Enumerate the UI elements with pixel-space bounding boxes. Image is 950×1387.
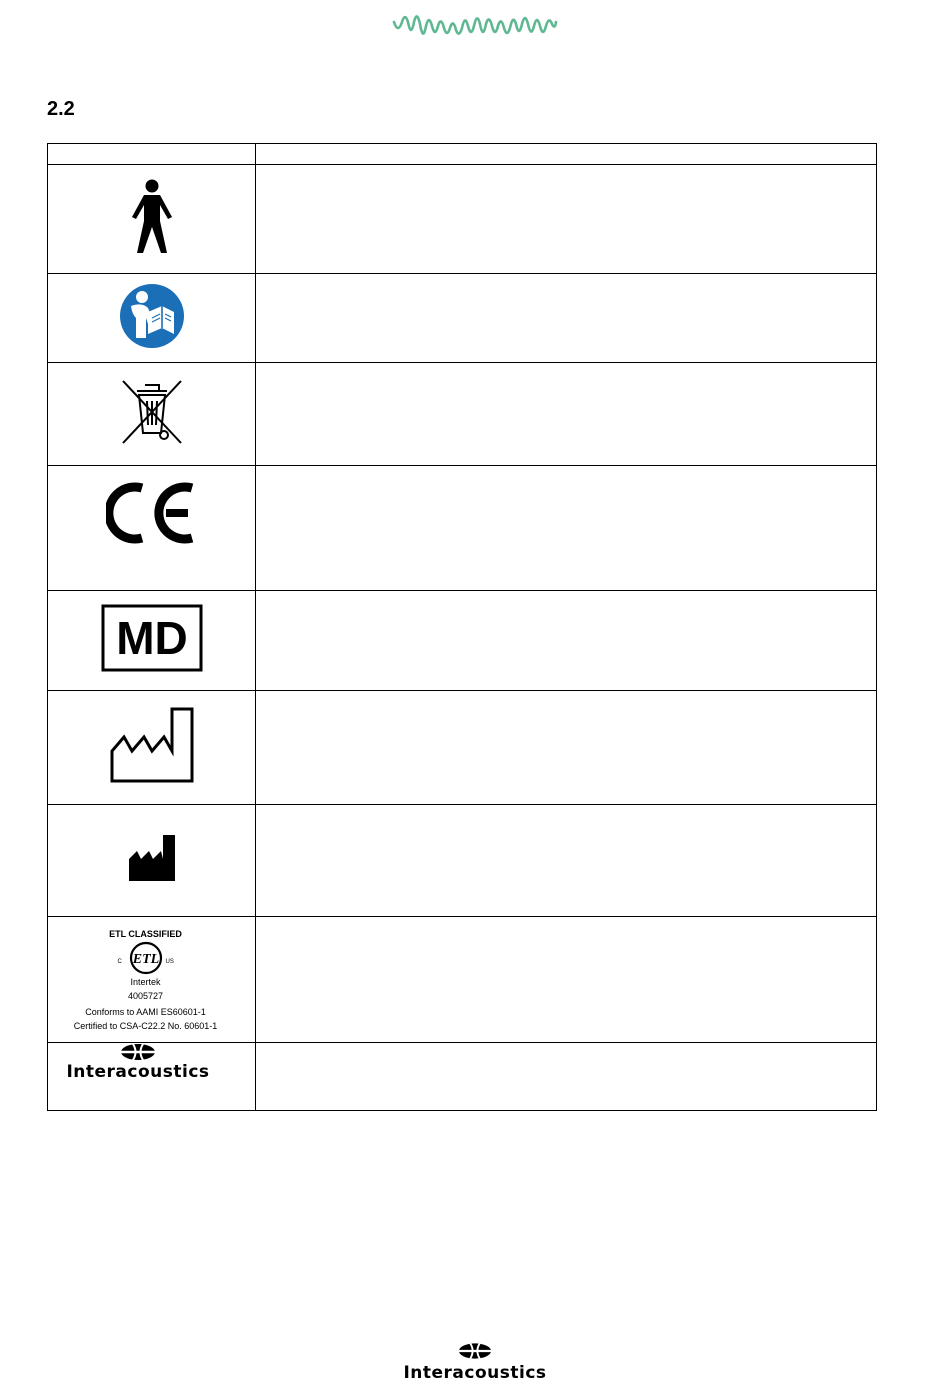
symbol-cell [48, 165, 256, 274]
etl-brand: Intertek [130, 976, 161, 987]
description-cell [256, 805, 877, 917]
interacoustics-logo-icon [56, 1043, 220, 1082]
description-cell [256, 274, 877, 363]
symbols-table [47, 143, 877, 1111]
description-cell [256, 917, 877, 1043]
weee-crossed-bin-icon [117, 377, 187, 447]
footer-emblem-icon [457, 1342, 493, 1360]
table-row [48, 466, 877, 591]
symbol-cell [48, 591, 256, 691]
description-cell [256, 466, 877, 591]
type-b-applied-part-icon [127, 179, 177, 255]
footer-logo [398, 1342, 552, 1383]
symbol-cell [48, 274, 256, 363]
table-row [48, 274, 877, 363]
table-header-row [48, 144, 877, 165]
description-cell [256, 691, 877, 805]
interacoustics-emblem-icon [119, 1043, 157, 1061]
description-cell [256, 363, 877, 466]
etl-circle-icon [128, 941, 164, 975]
etl-c-label: C [117, 958, 122, 965]
ce-mark-icon [106, 480, 198, 546]
symbol-cell [48, 805, 256, 917]
table-row [48, 691, 877, 805]
symbol-cell [48, 363, 256, 466]
section-number: 2.2 [47, 98, 75, 120]
symbol-cell [48, 917, 256, 1043]
manufacturer-filled-icon [127, 833, 177, 883]
etl-title: ETL CLASSIFIED [109, 928, 182, 939]
table-row [48, 917, 877, 1043]
waveform-logo-icon [392, 8, 558, 44]
etl-line2: Certified to CSA-C22.2 No. 60601-1 [73, 1020, 218, 1031]
etl-listed-mark-icon [36, 927, 255, 1033]
symbol-cell [48, 691, 256, 805]
interacoustics-word: Interacoustics [66, 1062, 210, 1082]
symbol-cell [48, 466, 256, 591]
symbol-cell [48, 1043, 256, 1111]
table-row [48, 165, 877, 274]
table-row [48, 363, 877, 466]
etl-us-label: US [165, 958, 174, 965]
etl-number: 4005727 [127, 990, 164, 1001]
header-cell-symbol [48, 144, 256, 165]
manufacturer-outline-icon [110, 707, 194, 783]
svg-text:MD: MD [115, 612, 188, 664]
table-row [48, 591, 877, 691]
table-row [48, 805, 877, 917]
description-cell [256, 1043, 877, 1111]
svg-text:ETL: ETL [132, 951, 159, 967]
footer-brand: Interacoustics [403, 1363, 547, 1383]
medical-device-md-icon [101, 604, 203, 672]
etl-line1: Conforms to AAMI ES60601-1 [85, 1006, 206, 1017]
description-cell [256, 591, 877, 691]
table-row [48, 1043, 877, 1111]
header-cell-description [256, 144, 877, 165]
consult-instructions-icon [118, 282, 186, 350]
description-cell [256, 165, 877, 274]
